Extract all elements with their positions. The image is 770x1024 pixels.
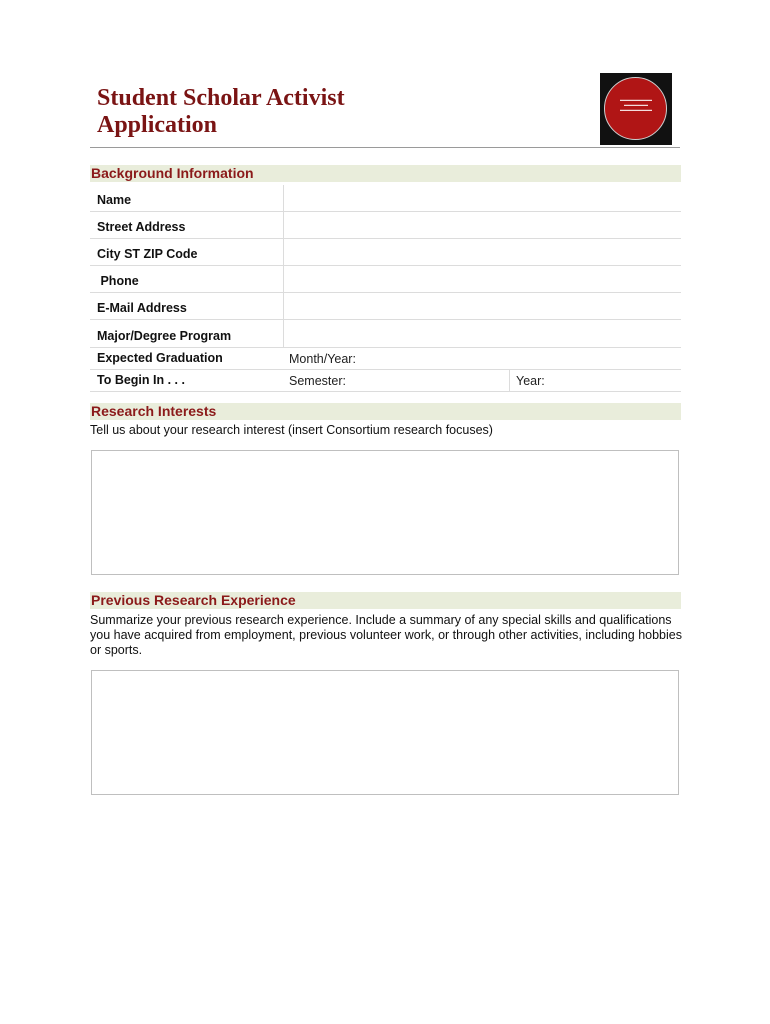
phone-label: Phone (97, 274, 139, 288)
previous-research-prompt: Summarize your previous research experience. Include a summary of any special skills and qualifications you have acquired from employment, previous volunteer work, or through other activities, including hobbies or sports. (90, 613, 682, 657)
street-label: Street Address (97, 220, 186, 234)
section-header-research (90, 403, 681, 420)
city-label: City ST ZIP Code (97, 247, 198, 261)
semester-field[interactable] (283, 370, 509, 391)
header-divider (90, 147, 680, 148)
form-row-begin (90, 370, 681, 392)
form-row-phone (90, 266, 681, 293)
page-title (97, 85, 345, 139)
section-title-research: Research Interests (91, 403, 217, 419)
year-field[interactable] (509, 370, 681, 391)
email-field[interactable] (283, 293, 681, 319)
form-row-name (90, 185, 681, 212)
form-row-city (90, 239, 681, 266)
organization-logo (600, 73, 672, 145)
graduation-month-year-field[interactable] (283, 348, 681, 369)
major-degree-field[interactable] (283, 320, 681, 347)
form-row-street (90, 212, 681, 239)
research-interest-textbox[interactable] (91, 450, 679, 575)
section-title-previous: Previous Research Experience (91, 592, 296, 608)
form-row-graduation (90, 348, 681, 370)
section-header-background (90, 165, 681, 182)
email-label: E-Mail Address (97, 301, 187, 315)
phone-field[interactable] (283, 266, 681, 292)
begin-label: To Begin In . . . (97, 373, 185, 387)
graduation-label: Expected Graduation (97, 351, 223, 365)
month-year-label: Month/Year: (289, 352, 356, 366)
year-label: Year: (516, 374, 545, 388)
section-header-previous (90, 592, 681, 609)
semester-label: Semester: (289, 374, 346, 388)
name-field[interactable] (283, 185, 681, 211)
form-row-email (90, 293, 681, 320)
background-form (90, 185, 681, 392)
section-title-background: Background Information (91, 165, 254, 181)
title-line-1: Student Scholar Activist (97, 85, 345, 111)
name-label: Name (97, 193, 132, 207)
logo-seal-text: ▬▬▬▬▬▬▬▬ ▬▬▬▬▬▬ ▬▬▬▬▬▬▬▬ (620, 97, 652, 112)
street-address-field[interactable] (283, 212, 681, 238)
city-st-zip-field[interactable] (283, 239, 681, 265)
form-row-major (90, 320, 681, 348)
previous-research-textbox[interactable] (91, 670, 679, 795)
major-label: Major/Degree Program (97, 329, 232, 343)
research-interest-prompt: Tell us about your research interest (insert Consortium research focuses) (90, 423, 493, 437)
title-line-2: Application (97, 112, 218, 138)
